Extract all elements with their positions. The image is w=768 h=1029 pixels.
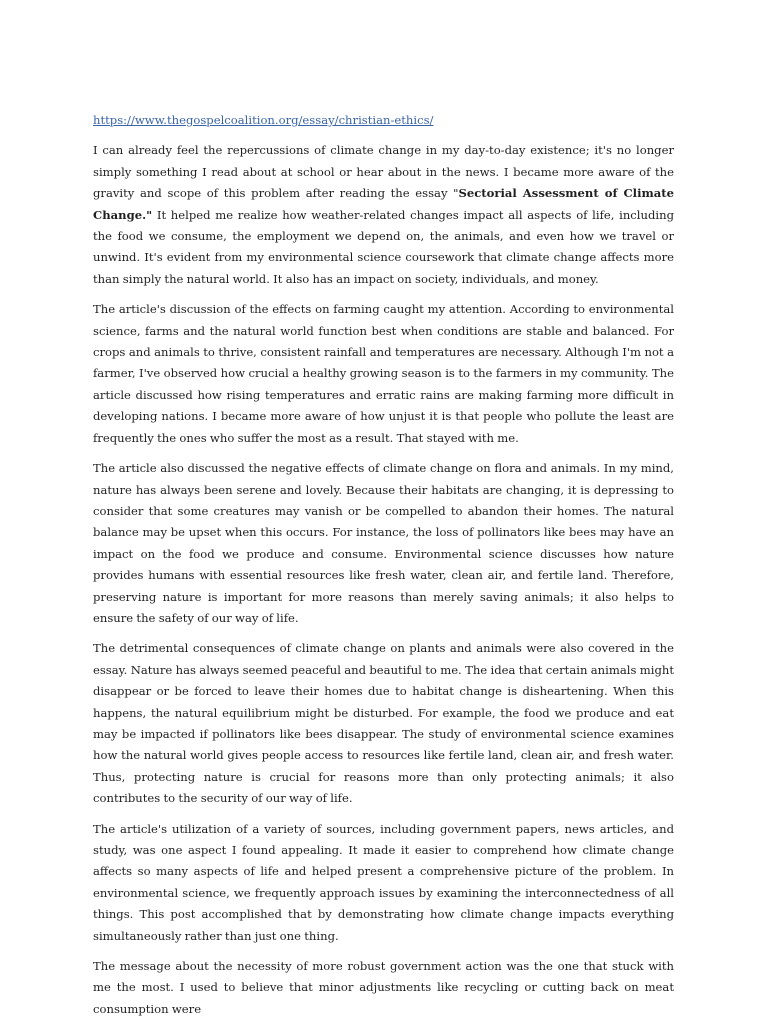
- paragraph-farming: The article's discussion of the effects on farming caught my attention. According to environmental science, farms and the natural world function best when conditions are stable and balanced. For crops and animals to thrive, consistent rainfall and temperatures are necessary. Although I'm not a farmer, I've observed how crucial a healthy growing season is to the farmers in my community. The article discussed how rising temperatures and erratic rains are making farming more difficult in developing nations. I became more aware of how unjust it is that people who pollute the least are frequently the ones who suffer the most as a result. That stayed with me.: [93, 302, 674, 445]
- paragraph-flora-animals: The article also discussed the negative effects of climate change on flora and animals. In my mind, nature has always been serene and lovely. Because their habitats are changing, it is depressing to consider that some creatures may vanish or be compelled to abandon their homes. The natural balance may be upset when this occurs. For instance, the loss of pollinators like bees may have an impact on the food we produce and consume. Environmental science discusses how nature provides humans with essential resources like fresh water, clean air, and fertile land. Therefore, preserving nature is important for more reasons than merely saving animals; it also helps to ensure the safety of our way of life.: [93, 461, 674, 625]
- paragraph-intro: [93, 140, 674, 290]
- paragraph-plants-animals: The detrimental consequences of climate change on plants and animals were also covered in the essay. Nature has always seemed peaceful and beautiful to me. The idea that certain animals might disappear or be forced to leave their homes due to habitat change is disheartening. When this happens, the natural equilibrium might be disturbed. For example, the food we produce and eat may be impacted if pollinators like bees disappear. The study of environmental science examines how the natural world gives people access to resources like fertile land, clean air, and fresh water. Thus, protecting nature is crucial for reasons more than only protecting animals; it also contributes to the security of our way of life.: [93, 641, 674, 806]
- paragraph-intro-text-end: It helped me realize how weather-related changes impact all aspects of life, including the food we consume, the employment we depend on, the animals, and even how we travel or unwind. It's evident from my environmental science coursework that climate change affects more than simply the natural world. It also has an impact on society, individuals, and money.: [93, 207, 674, 286]
- source-link[interactable]: https://www.thegospelcoalition.org/essay/christian-ethics/: [93, 113, 434, 127]
- paragraph-sources: The article's utilization of a variety of sources, including government papers, news articles, and study, was one aspect I found appealing. It made it easier to comprehend how climate change affects so many aspects of life and helped present a comprehensive picture of the problem. In environmental science, we frequently approach issues by examining the interconnectedness of all things. This post accomplished that by demonstrating how climate change impacts everything simultaneously rather than just one thing.: [93, 821, 674, 943]
- paragraph-government-action: The message about the necessity of more robust government action was the one that stuck with me the most. I used to believe that minor adjustments like recycling or cutting back on meat consumption were: [93, 959, 674, 1016]
- paragraph-intro-text-start: I can already feel the repercussions of climate change in my day-to-day existence; it's no longer simply something I read about at school or hear about in the news. I became more aware of the gravity and scope of this problem after reading the essay ": [93, 143, 674, 201]
- document-page: [93, 110, 674, 1029]
- essay-title-bold: Sectorial Assessment of Climate Change.": [93, 186, 674, 222]
